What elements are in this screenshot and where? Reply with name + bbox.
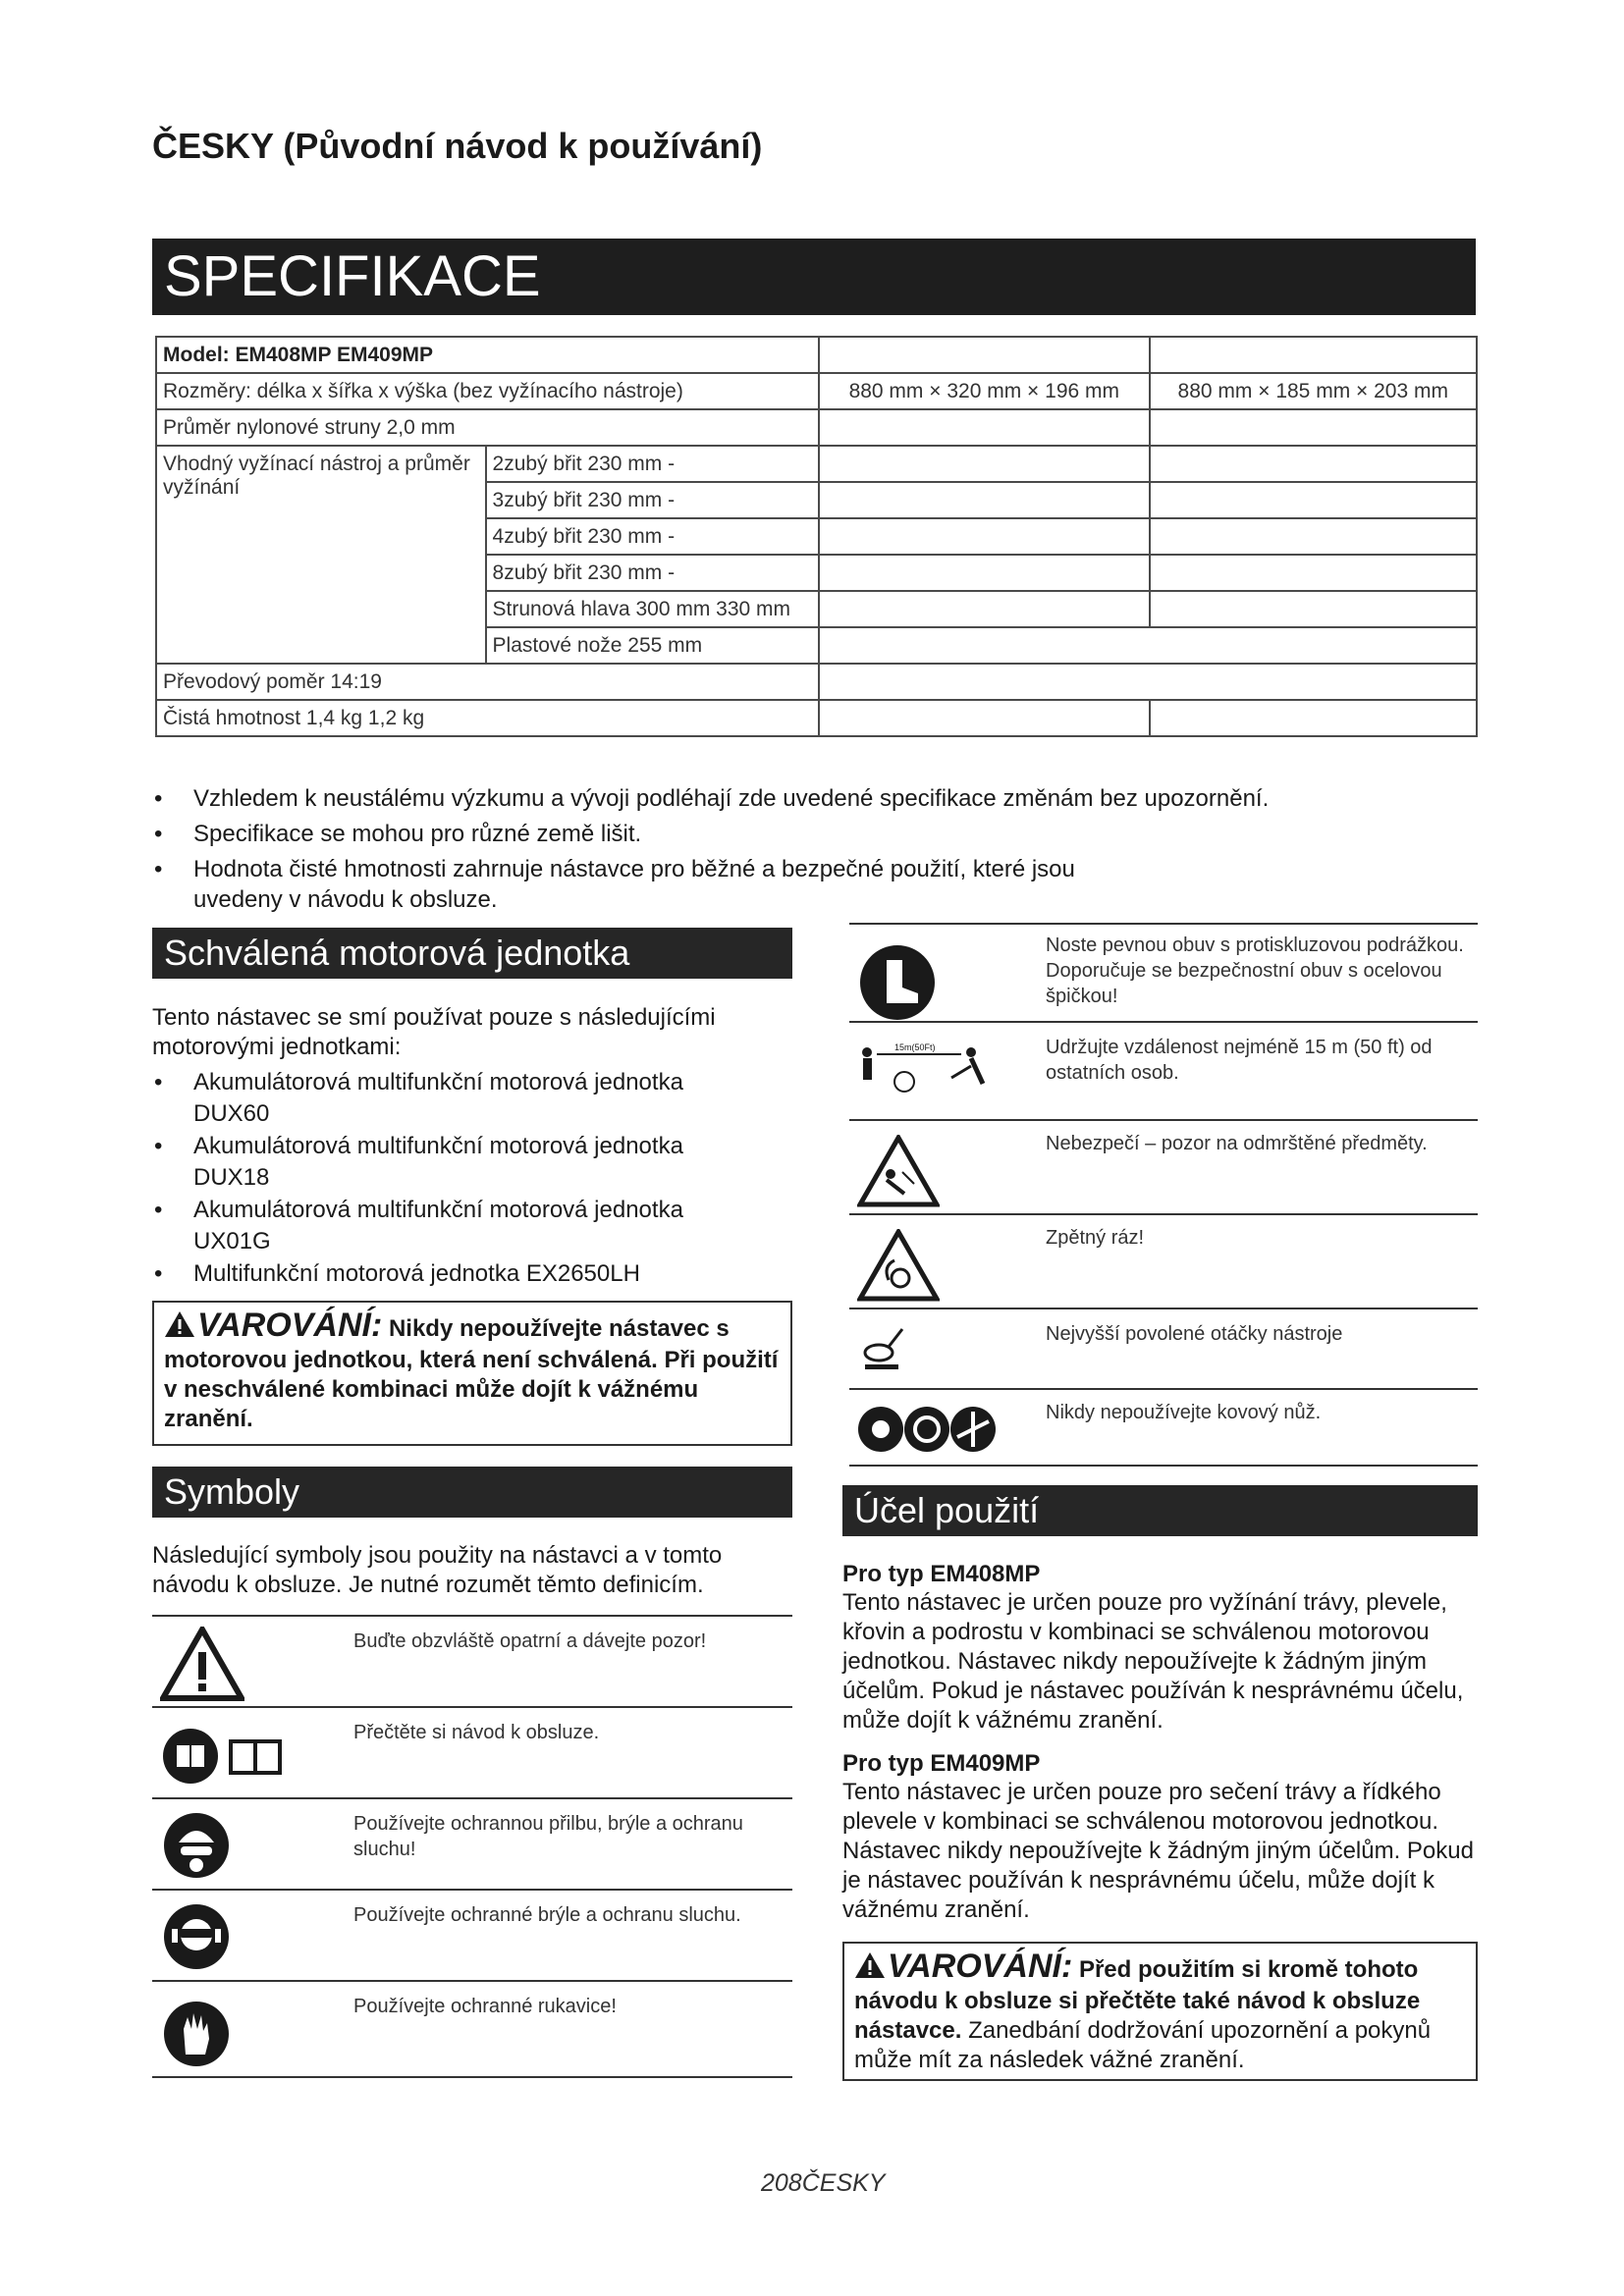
approved-units-list xyxy=(152,1067,781,1291)
net-weight: Čistá hmotnost 1,4 kg 1,2 kg xyxy=(156,700,819,736)
warning-triangle-icon xyxy=(854,1951,886,1987)
list-item: • Hodnota čisté hmotnosti zahrnuje nástavce pro běžné a bezpečné použití, které jsou uvedeny v návodu k obsluze. xyxy=(152,854,1429,915)
tool-plastic-blades: Plastové nože 255 mm xyxy=(486,627,820,664)
list-item: • Akumulátorová multifunkční motorová jednotka DUX60 xyxy=(152,1067,781,1130)
page-footer: 208ČESKY xyxy=(761,2169,886,2197)
tool-4-tooth: 4zubý břit 230 mm - xyxy=(486,518,820,555)
no-metal-blade-icon xyxy=(855,1404,999,1460)
symbols-heading: Symboly xyxy=(152,1467,792,1518)
read-manual-icon xyxy=(160,1726,288,1791)
kickback-icon xyxy=(857,1229,940,1307)
list-item: • Multifunkční motorová jednotka EX2650LH xyxy=(152,1258,781,1290)
page-title: ČESKY (Původní návod k používání) xyxy=(152,126,763,166)
max-speed-icon xyxy=(861,1321,908,1377)
symbol-row: Nejvyšší povolené otáčky nástroje xyxy=(849,1308,1478,1388)
cutting-tool-label: Vhodný vyžínací nástroj a průměr vyžínání xyxy=(156,446,486,664)
approved-warning-box xyxy=(152,1301,792,1446)
helmet-goggles-ear-icon xyxy=(162,1811,231,1885)
dimensions-label: Rozměry: délka x šířka x výška (bez vyžínacího nástroje) xyxy=(156,373,819,409)
spec-notes xyxy=(152,783,1429,920)
goggles-ear-icon xyxy=(162,1902,231,1976)
warning-bold-text: Před použitím si kromě tohoto návodu k obsluze si přečtěte také návod k obsluze nástavce. xyxy=(854,1956,1421,2044)
warning-text: Zanedbání dodržování upozornění a pokynů může mít za následek vážné zranění. xyxy=(854,2017,1432,2073)
list-item: • Vzhledem k neustálému výzkumu a vývoji podléhají zde uvedené specifikace změnám bez upozornění. xyxy=(152,783,1429,814)
nylon-diameter: Průměr nylonové struny 2,0 mm xyxy=(156,409,819,446)
tool-3-tooth: 3zubý břit 230 mm - xyxy=(486,482,820,518)
boots-icon xyxy=(857,942,938,1028)
symbol-row: Noste pevnou obuv s protiskluzovou podrážkou. Doporučuje se bezpečnostní obuv s ocelovou špičkou! xyxy=(849,923,1478,1019)
gear-ratio: Převodový poměr 14:19 xyxy=(156,664,819,700)
warning-triangle-icon xyxy=(160,1627,244,1706)
table-row xyxy=(156,664,1477,700)
purpose-warning-box xyxy=(842,1942,1478,2081)
purpose-type2-text: Tento nástavec je určen pouze pro sečení trávy a řídkého plevele v kombinaci se schválenou motorovou jednotkou. Nástavec nikdy nepoužívejte k žádným jiným účelům. Pokud je nástavec používán k nesprávnému účelu, může dojít k vážnému zranění. xyxy=(842,1779,1474,1923)
symbol-row: Buďte obzvláště opatrní a dávejte pozor! xyxy=(152,1615,792,1703)
dimensions-value-em408mp: 880 mm × 320 mm × 196 mm xyxy=(819,373,1149,409)
thrown-objects-icon xyxy=(857,1135,940,1212)
symbol-row: Používejte ochranné brýle a ochranu sluchu. xyxy=(152,1889,792,1977)
symbol-row: Nikdy nepoužívejte kovový nůž. xyxy=(849,1388,1478,1467)
approved-unit-heading: Schválená motorová jednotka xyxy=(152,928,792,979)
symbols-intro: Následující symboly jsou použity na nástavci a v tomto návodu k obsluze. Je nutné rozumět těmto definicím. xyxy=(152,1542,723,1598)
approved-intro: Tento nástavec se smí používat pouze s následujícími motorovými jednotkami: xyxy=(152,1004,716,1060)
table-row xyxy=(156,446,1477,482)
specifications-banner: SPECIFIKACE xyxy=(152,239,1476,315)
warning-triangle-icon xyxy=(164,1310,195,1346)
warning-word: VAROVÁNÍ: xyxy=(888,1948,1073,1985)
table-row xyxy=(156,700,1477,736)
symbol-row: Přečtěte si návod k obsluze. xyxy=(152,1706,792,1794)
dimensions-value-em409mp: 880 mm × 185 mm × 203 mm xyxy=(1150,373,1477,409)
purpose-type1-heading: Pro typ EM408MP xyxy=(842,1561,1041,1587)
table-row xyxy=(156,373,1477,409)
symbol-row: Používejte ochranné rukavice! xyxy=(152,1980,792,2078)
tool-8-tooth: 8zubý břit 230 mm - xyxy=(486,555,820,591)
tool-string-head: Strunová hlava 300 mm 330 mm xyxy=(486,591,820,627)
symbol-row: Používejte ochrannou přilbu, brýle a ochranu sluchu! xyxy=(152,1797,792,1886)
tool-2-tooth: 2zubý břit 230 mm - xyxy=(486,446,820,482)
model-label: Model: EM408MP EM409MP xyxy=(156,337,819,373)
specifications-table xyxy=(155,336,1478,737)
table-row xyxy=(156,409,1477,446)
list-item: • Akumulátorová multifunkční motorová jednotka UX01G xyxy=(152,1195,781,1257)
table-row xyxy=(156,337,1477,373)
purpose-type1-text: Tento nástavec je určen pouze pro vyžínání trávy, plevele, křovin a podrostu v kombinaci se schválenou motorovou jednotkou. Nástavec nikdy nepoužívejte k žádným jiným účelům. Pokud je nástavec používán k nesprávnému účelu, může dojít k vážnému zranění. xyxy=(842,1589,1464,1734)
gloves-icon xyxy=(162,2000,231,2073)
distance-15m-icon xyxy=(855,1044,1002,1104)
warning-word: VAROVÁNÍ: xyxy=(197,1307,383,1344)
symbol-row: Zpětný ráz! xyxy=(849,1213,1478,1308)
list-item: • Specifikace se mohou pro různé země lišit. xyxy=(152,819,1429,849)
symbol-row: Nebezpečí – pozor na odmrštěné předměty. xyxy=(849,1119,1478,1213)
purpose-heading: Účel použití xyxy=(842,1485,1478,1536)
symbol-row: 15m(50Ft) Udržujte vzdálenost nejméně 15 m (50 ft) od ostatních osob. xyxy=(849,1021,1478,1117)
warning-text: Nikdy nepoužívejte nástavec s motorovou jednotkou, která není schválená. Při použití v neschválené kombinaci může dojít k vážnému zranění. xyxy=(164,1315,779,1432)
purpose-type2-heading: Pro typ EM409MP xyxy=(842,1750,1041,1777)
distance-label: 15m(50Ft) xyxy=(894,1042,936,1052)
list-item: • Akumulátorová multifunkční motorová jednotka DUX18 xyxy=(152,1131,781,1194)
